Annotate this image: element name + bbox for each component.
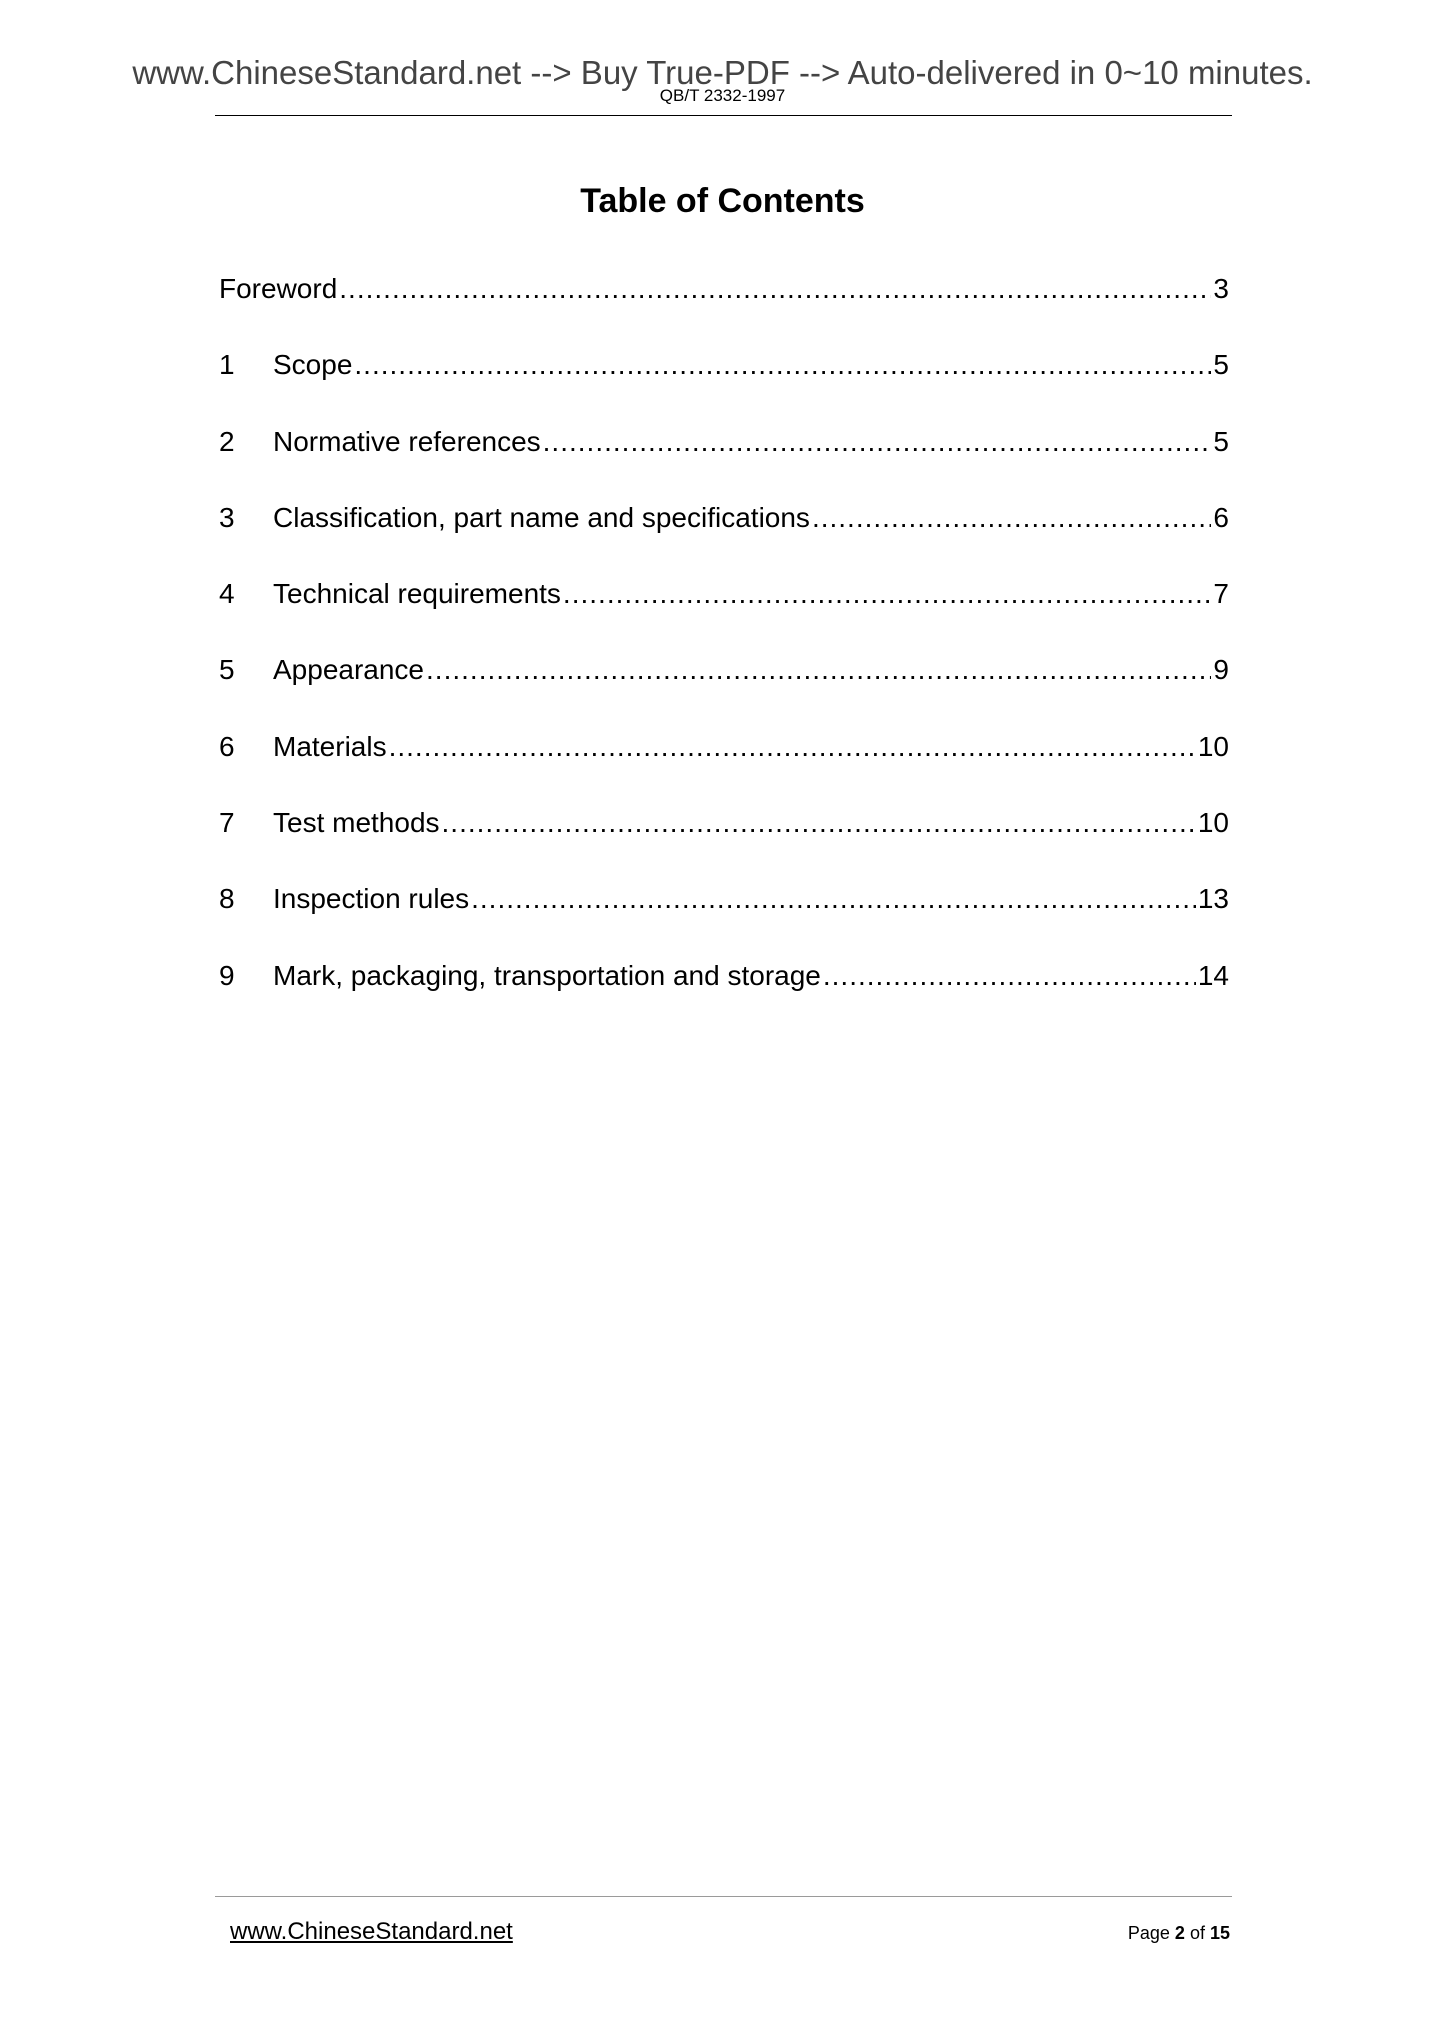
toc-entry-number: 7 bbox=[219, 807, 235, 839]
toc-entry-text: Materials bbox=[273, 730, 387, 762]
toc-entry-2[interactable] bbox=[219, 423, 1229, 499]
toc-entry-7[interactable] bbox=[219, 804, 1229, 880]
toc-entry-number: 5 bbox=[219, 654, 235, 686]
toc-entry-number: 2 bbox=[219, 425, 235, 457]
toc-dot-leader bbox=[426, 651, 1211, 689]
toc-entry-page: 5 bbox=[1213, 425, 1229, 457]
toc-entry-3[interactable] bbox=[219, 499, 1229, 575]
toc-entry-6[interactable] bbox=[219, 728, 1229, 804]
toc-entry-text: Normative references bbox=[273, 425, 541, 457]
toc-entry-text: Test methods bbox=[273, 807, 440, 839]
toc-entry-page: 6 bbox=[1213, 501, 1229, 533]
toc-entry-8[interactable] bbox=[219, 880, 1229, 956]
toc-entry-number: 1 bbox=[219, 349, 235, 381]
page-number bbox=[1128, 1924, 1230, 1942]
toc-entry-number: 4 bbox=[219, 578, 235, 610]
toc-entry-page: 3 bbox=[1213, 273, 1229, 304]
toc-entry-1[interactable] bbox=[219, 346, 1229, 422]
toc-entry-text: Appearance bbox=[273, 654, 425, 686]
toc-entry-number: 9 bbox=[219, 959, 235, 991]
toc-dot-leader bbox=[339, 270, 1211, 308]
footer-site-link[interactable]: www.ChineseStandard.net bbox=[230, 1918, 513, 1945]
toc-entry-page: 9 bbox=[1213, 654, 1229, 686]
toc-entry-4[interactable] bbox=[219, 575, 1229, 651]
toc-entry-page: 5 bbox=[1213, 349, 1229, 381]
toc-dot-leader bbox=[812, 499, 1211, 537]
toc-dot-leader bbox=[389, 728, 1196, 766]
toc-dot-leader bbox=[471, 880, 1196, 918]
toc-entry-foreword[interactable] bbox=[219, 270, 1229, 346]
page-current: 2 bbox=[1174, 1923, 1185, 1943]
toc-dot-leader bbox=[442, 804, 1196, 842]
toc-dot-leader bbox=[563, 575, 1212, 613]
page-total: 15 bbox=[1209, 1923, 1230, 1943]
toc-entry-text: Mark, packaging, transportation and storage bbox=[273, 959, 821, 991]
toc-entry-text: Foreword bbox=[219, 273, 338, 304]
toc-entry-text: Inspection rules bbox=[273, 883, 470, 915]
table-of-contents bbox=[219, 270, 1229, 1033]
toc-dot-leader bbox=[543, 423, 1212, 461]
toc-entry-text: Scope bbox=[273, 349, 353, 381]
toc-dot-leader bbox=[823, 957, 1196, 995]
toc-entry-number: 3 bbox=[219, 501, 235, 533]
toc-entry-5[interactable] bbox=[219, 651, 1229, 727]
header-divider bbox=[215, 115, 1232, 116]
toc-entry-page: 13 bbox=[1197, 883, 1229, 915]
toc-entry-page: 10 bbox=[1197, 807, 1229, 839]
toc-entry-9[interactable] bbox=[219, 957, 1229, 1033]
toc-entry-page: 7 bbox=[1213, 578, 1229, 610]
toc-entry-text: Technical requirements bbox=[273, 578, 561, 610]
page-of: of bbox=[1189, 1923, 1205, 1943]
footer-divider bbox=[215, 1896, 1232, 1897]
toc-title: Table of Contents bbox=[580, 182, 865, 220]
header-banner: www.ChineseStandard.net --> Buy True-PDF --> Auto-delivered in 0~10 minutes. bbox=[132, 54, 1313, 91]
toc-dot-leader bbox=[354, 346, 1211, 384]
toc-entry-page: 10 bbox=[1197, 730, 1229, 762]
toc-entry-number: 8 bbox=[219, 883, 235, 915]
page-prefix: Page bbox=[1127, 1923, 1170, 1943]
standard-code: QB/T 2332-1997 bbox=[659, 86, 786, 105]
toc-entry-number: 6 bbox=[219, 730, 235, 762]
toc-entry-text: Classification, part name and specifications bbox=[273, 501, 810, 533]
toc-entry-page: 14 bbox=[1197, 959, 1229, 991]
